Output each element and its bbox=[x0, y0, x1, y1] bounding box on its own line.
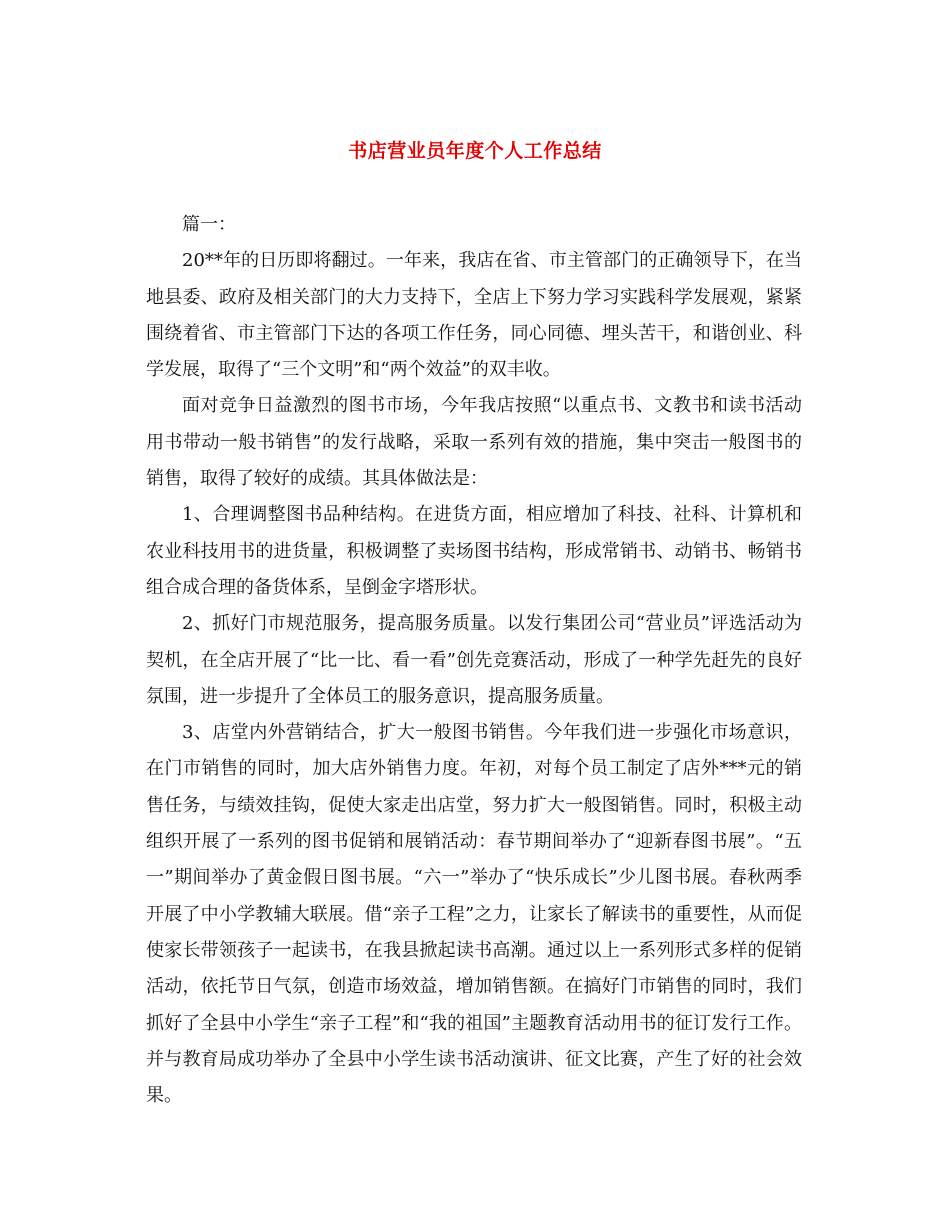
document-body bbox=[146, 207, 802, 1114]
section-heading: 篇一： bbox=[182, 214, 236, 235]
paragraph-item-2: 2、抓好门市规范服务，提高服务质量。以发行集团公司“营业员”评选活动为契机，在全店开展了“比一比、看一看”创先竞赛活动，形成了一种学先赶先的良好氛围，进一步提升了全体员工的服务意识，提高服务质量。 bbox=[146, 613, 802, 707]
document-title: 书店营业员年度个人工作总结 bbox=[348, 140, 602, 162]
paragraph-strategy: 面对竞争日益激烈的图书市场，今年我店按照“以重点书、文教书和读书活动用书带动一般书销售”的发行战略，采取一系列有效的措施，集中突击一般图书的销售，取得了较好的成绩。其具体做法是： bbox=[146, 395, 802, 490]
paragraph-item-3: 3、店堂内外营销结合，扩大一般图书销售。今年我们进一步强化市场意识，在门市销售的同时，加大店外销售力度。年初，对每个员工制定了店外***元的销售任务，与绩效挂钩，促使大家走出店堂，努力扩大一般图销售。同时，积极主动组织开展了一系列的图书促销和展销活动：春节期间举办了“迎新春图书展”。“五一”期间举办了黄金假日图书展。“六一”举办了“快乐成长”少儿图书展。春秋两季开展了中小学教辅大联展。借“亲子工程”之力，让家长了解读书的重要性，从而促使家长带领孩子一起读书，在我县掀起读书高潮。通过以上一系列形式多样的促销活动，依托节日气氛，创造市场效益，增加销售额。在搞好门市销售的同时，我们抓好了全县中小学生“亲子工程”和“我的祖国”主题教育活动用书的征订发行工作。并与教育局成功举办了全县中小学生读书活动演讲、征文比赛，产生了好的社会效果。 bbox=[146, 722, 802, 1107]
paragraph-intro: 20**年的日历即将翻过。一年来，我店在省、市主管部门的正确领导下，在当地县委、政府及相关部门的大力支持下，全店上下努力学习实践科学发展观，紧紧围绕着省、市主管部门下达的各项工作任务，同心同德、埋头苦干，和谐创业、科学发展，取得了“三个文明”和“两个效益”的双丰收。 bbox=[146, 250, 802, 381]
paragraph-item-1: 1、合理调整图书品种结构。在进货方面，相应增加了科技、社科、计算机和农业科技用书的进货量，积极调整了卖场图书结构，形成常销书、动销书、畅销书组合成合理的备货体系，呈倒金字塔形状。 bbox=[146, 504, 802, 598]
